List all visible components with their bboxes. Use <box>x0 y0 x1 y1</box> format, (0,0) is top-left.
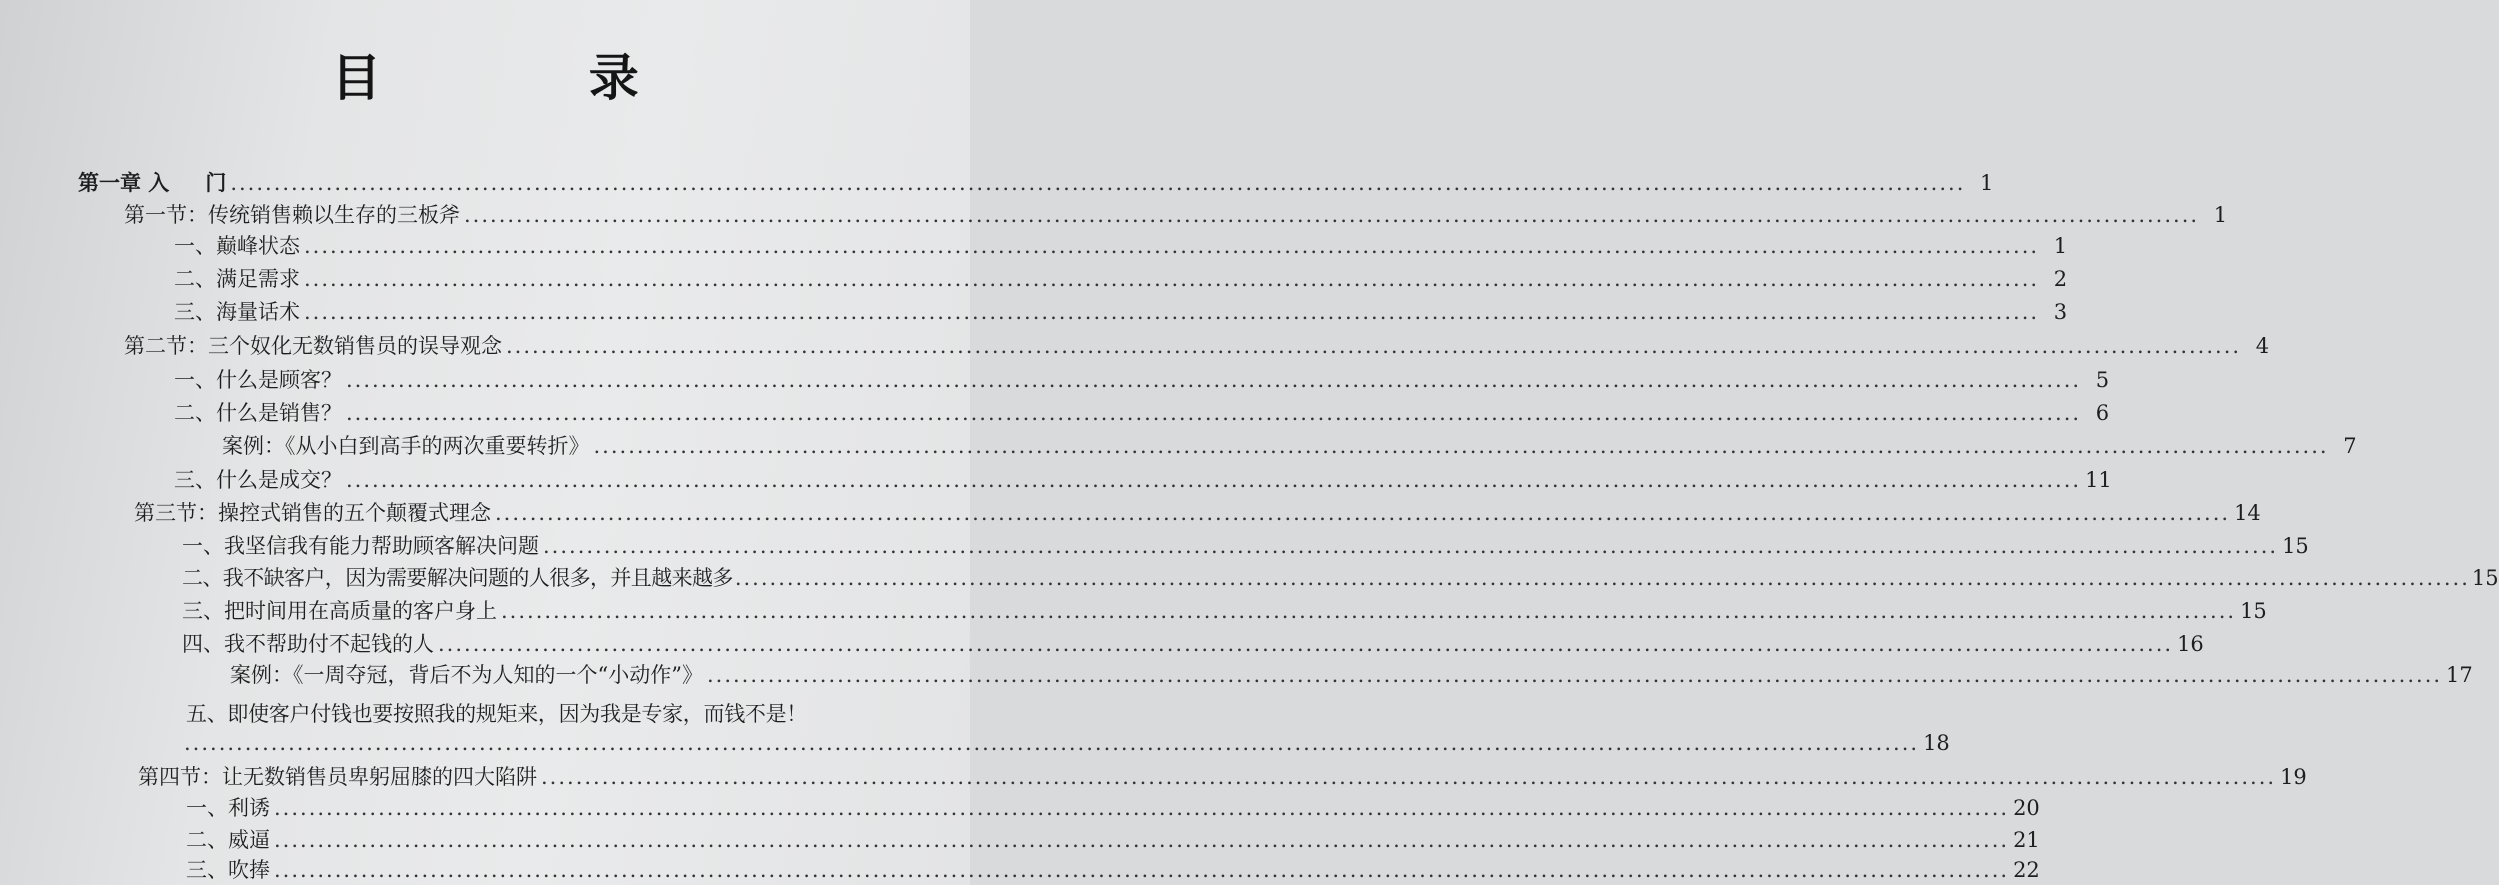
toc-page-number: 2 <box>2053 267 2068 291</box>
toc-chapter-label: 第一章 入 <box>78 171 170 195</box>
dot-leader: ........................................................................................................................................................................................................ <box>230 171 1966 195</box>
page-title: 目 录 <box>331 49 734 107</box>
toc-entry-item <box>174 264 2068 294</box>
dot-leader: ........................................................................................................................................................................................................ <box>706 663 2443 687</box>
toc-entry-text: 一、巅峰状态 <box>174 234 300 258</box>
toc-entry-item <box>182 531 2309 561</box>
toc-entry-text: 三、海量话术 <box>174 300 300 324</box>
toc-page-number: 21 <box>2013 828 2040 852</box>
toc-entry-text: 三、吹捧 <box>186 858 270 882</box>
toc-entry-text: 二、我不缺客户，因为需要解决问题的人很多，并且越来越多 <box>182 566 733 590</box>
toc-entry-text: 三、什么是成交？ <box>174 468 342 492</box>
toc-entry-section-4 <box>138 762 2307 792</box>
toc-page-number: 19 <box>2280 765 2307 789</box>
dot-leader: ........................................................................................................................................................................................................ <box>346 401 2082 425</box>
toc-entry-item <box>182 563 2499 593</box>
toc-entry-text: 案例：《一周夺冠，背后不为人知的一个“小动作”》 <box>230 663 703 687</box>
toc-entry-text: 四、我不帮助付不起钱的人 <box>182 632 434 656</box>
toc-entry-case <box>222 431 2357 461</box>
toc-page-number: 1 <box>2213 203 2228 227</box>
toc-chapter-label-end: 门 <box>205 171 227 195</box>
toc-page-number: 15 <box>2282 534 2309 558</box>
toc-entry-section-3 <box>134 498 2261 528</box>
toc-page-number: 22 <box>2013 858 2040 882</box>
dot-leader: ........................................................................................................................................................................................................ <box>304 234 2040 258</box>
toc-entry-text-long: 五、即使客户付钱也要按照我的规矩来，因为我是专家，而钱不是！ <box>186 702 807 726</box>
toc-entry-item <box>182 629 2204 659</box>
dot-leader: ........................................................................................................................................................................................................ <box>593 434 2329 458</box>
dot-leader: ........................................................................................................................................................................................................ <box>501 599 2237 623</box>
toc-page-number: 11 <box>2085 468 2112 492</box>
dot-leader: ........................................................................................................................................................................................................ <box>274 858 2010 882</box>
dot-leader: ........................................................................................................................................................................................................ <box>184 731 1920 755</box>
toc-entry-item <box>174 398 2110 428</box>
dot-leader: ........................................................................................................................................................................................................ <box>304 267 2040 291</box>
toc-entry-section-2 <box>124 331 2270 361</box>
toc-page-number: 20 <box>2013 796 2040 820</box>
dot-leader: ........................................................................................................................................................................................................ <box>438 632 2174 656</box>
toc-entry-section-1 <box>124 200 2228 230</box>
toc-entry-text: 二、威逼 <box>186 828 270 852</box>
dot-leader: ........................................................................................................................................................................................................ <box>495 501 2231 525</box>
toc-page-number: 1 <box>1980 171 1994 195</box>
toc-page-number: 16 <box>2177 632 2204 656</box>
dot-leader: ........................................................................................................................................................................................................ <box>543 534 2279 558</box>
dot-leader: ........................................................................................................................................................................................................ <box>304 300 2040 324</box>
toc-page-number: 6 <box>2095 401 2110 425</box>
toc-entry-item <box>186 793 2040 823</box>
toc-entry-text: 第四节：让无数销售员卑躬屈膝的四大陷阱 <box>138 765 537 789</box>
toc-entry-text: 一、利诱 <box>186 796 270 820</box>
dot-leader: ........................................................................................................................................................................................................ <box>274 828 2010 852</box>
toc-page-number: 15 <box>2240 599 2267 623</box>
toc-entry-text: 一、什么是顾客？ <box>174 368 342 392</box>
dot-leader: ........................................................................................................................................................................................................ <box>734 566 2470 590</box>
toc-page-number: 3 <box>2053 300 2068 324</box>
toc-page-number: 5 <box>2095 368 2110 392</box>
dot-leader: ........................................................................................................................................................................................................ <box>541 765 2277 789</box>
toc-entry-item <box>186 825 2040 855</box>
dot-leader: ........................................................................................................................................................................................................ <box>274 796 2010 820</box>
toc-entry-text: 二、什么是销售？ <box>174 401 342 425</box>
toc-entry-text: 二、满足需求 <box>174 267 300 291</box>
dot-leader: ........................................................................................................................................................................................................ <box>464 203 2200 227</box>
toc-entry-item <box>182 596 2267 626</box>
toc-entry-text: 第一节：传统销售赖以生存的三板斧 <box>124 203 460 227</box>
dot-leader: ........................................................................................................................................................................................................ <box>346 368 2082 392</box>
toc-page-number: 17 <box>2446 663 2473 687</box>
toc-entry-item <box>174 231 2068 261</box>
toc-page-number: 18 <box>1923 731 1950 755</box>
toc-page-number: 1 <box>2053 234 2068 258</box>
toc-entry-text: 案例：《从小白到高手的两次重要转折》 <box>222 434 590 458</box>
toc-page-number: 14 <box>2234 501 2261 525</box>
toc-entry-text: 一、我坚信我有能力帮助顾客解决问题 <box>182 534 539 558</box>
dot-leader: ........................................................................................................................................................................................................ <box>346 468 2082 492</box>
toc-entry-item <box>174 365 2110 395</box>
toc-entry-continuation <box>184 728 1950 758</box>
toc-page-number: 15 <box>2471 566 2499 590</box>
toc-page-number: 4 <box>2255 334 2270 358</box>
dot-leader: ........................................................................................................................................................................................................ <box>506 334 2242 358</box>
toc-entry-case <box>230 660 2473 690</box>
toc-page-number: 7 <box>2343 434 2357 458</box>
toc-entry-text: 第三节：操控式销售的五个颠覆式理念 <box>134 501 491 525</box>
toc-entry-item <box>174 297 2068 327</box>
toc-entry-text: 第二节：三个奴化无数销售员的误导观念 <box>124 334 502 358</box>
toc-entry-chapter-1 <box>78 168 1994 198</box>
toc-entry-item <box>186 855 2040 885</box>
toc-entry-item <box>174 465 2112 495</box>
toc-entry-text: 三、把时间用在高质量的客户身上 <box>182 599 497 623</box>
